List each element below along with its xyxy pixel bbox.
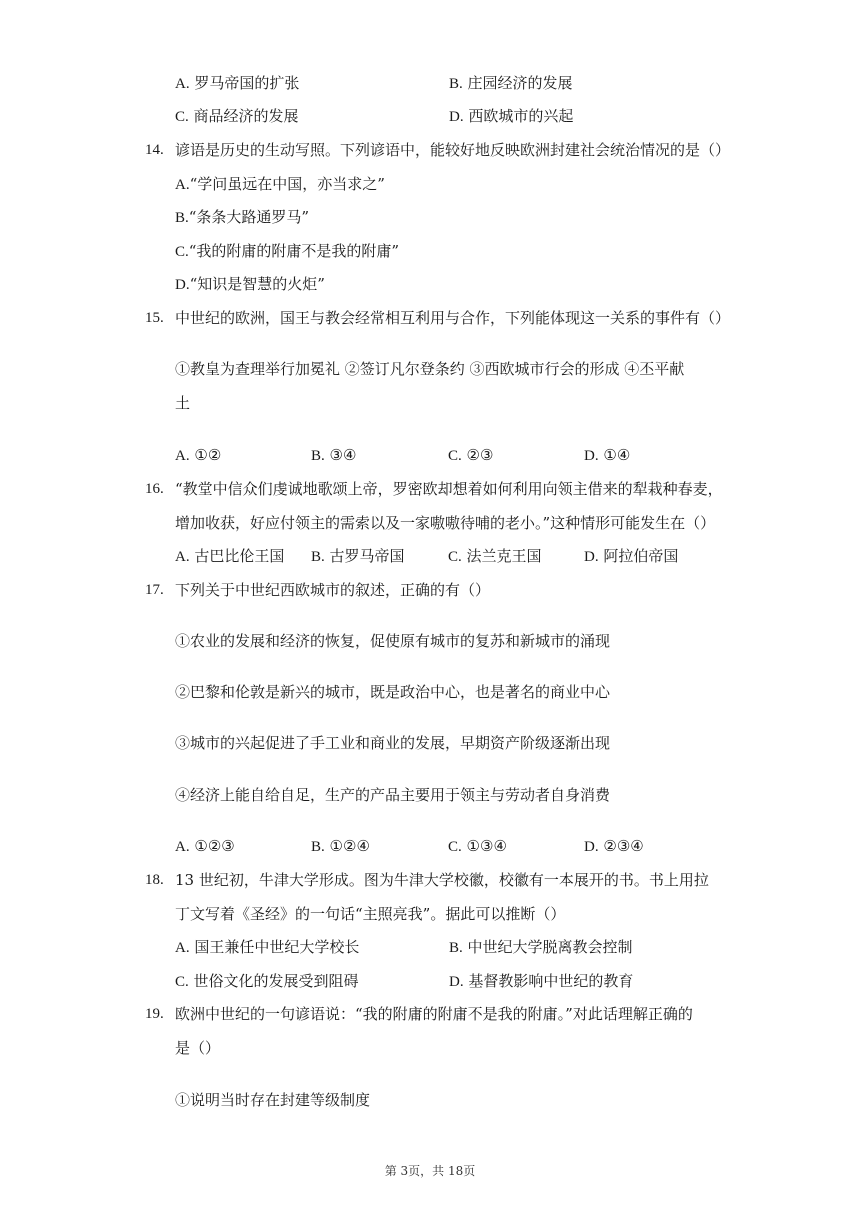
question-text: 是（） (175, 1039, 221, 1057)
q13-option-a: A. 罗马帝国的扩张 (175, 74, 300, 92)
q13-option-c: C. 商品经济的发展 (175, 107, 299, 125)
question-number: 16. (145, 481, 164, 497)
question-text: 下列关于中世纪西欧城市的叙述，正确的有（） (175, 581, 491, 599)
q16-option-a: A. 古巴比伦王国 (175, 547, 285, 565)
q18-option-d: D. 基督教影响中世纪的教育 (449, 972, 634, 990)
statement-line: 土 (175, 394, 191, 412)
statement-line: ②巴黎和伦敦是新兴的城市，既是政治中心，也是著名的商业中心 (175, 683, 611, 701)
statement-line: ①农业的发展和经济的恢复，促使原有城市的复苏和新城市的涌现 (175, 632, 611, 650)
q14-option-d: D.“知识是智慧的火炬” (175, 275, 325, 293)
q18-option-c: C. 世俗文化的发展受到阻碍 (175, 972, 359, 990)
question-text: 谚语是历史的生动写照。下列谚语中，能较好地反映欧洲封建社会统治情况的是（） (175, 141, 731, 159)
q18-option-b: B. 中世纪大学脱离教会控制 (449, 938, 633, 956)
statement-line: ①教皇为查理举行加冕礼 ②签订凡尔登条约 ③西欧城市行会的形成 ④丕平献 (175, 360, 685, 378)
statement-line: ③城市的兴起促进了手工业和商业的发展，早期资产阶级逐渐出现 (175, 734, 611, 752)
q13-option-b: B. 庄园经济的发展 (449, 74, 573, 92)
q15-option-a: A. ①② (175, 446, 222, 464)
q17-option-d: D. ②③④ (584, 837, 644, 855)
q15-option-b: B. ③④ (311, 446, 357, 464)
statement-line: ①说明当时存在封建等级制度 (175, 1091, 371, 1109)
statement-line: ④经济上能自给自足，生产的产品主要用于领主与劳动者自身消费 (175, 786, 611, 804)
question-text: 中世纪的欧洲，国王与教会经常相互利用与合作，下列能体现这一关系的事件有（） (175, 309, 731, 327)
question-number: 19. (145, 1006, 164, 1022)
q15-option-d: D. ①④ (584, 446, 631, 464)
q14-option-c: C.“我的附庸的附庸不是我的附庸” (175, 242, 400, 260)
q17-option-b: B. ①②④ (311, 837, 370, 855)
question-text: 丁文写着《圣经》的一句话“主照亮我”。据此可以推断（） (175, 905, 566, 923)
q16-option-d: D. 阿拉伯帝国 (584, 547, 679, 565)
q14-option-a: A.“学问虽远在中国，亦当求之” (175, 175, 385, 193)
q13-option-d: D. 西欧城市的兴起 (449, 107, 574, 125)
q15-option-c: C. ②③ (448, 446, 494, 464)
q18-option-a: A. 国王兼任中世纪大学校长 (175, 938, 360, 956)
q14-option-b: B.“条条大路通罗马” (175, 208, 310, 226)
question-text: 欧洲中世纪的一句谚语说：“我的附庸的附庸不是我的附庸。”对此话理解正确的 (175, 1005, 693, 1023)
question-number: 14. (145, 142, 164, 158)
question-text: “教堂中信众们虔诚地歌颂上帝，罗密欧却想着如何利用向领主借来的犁栽种春麦， (175, 480, 723, 498)
question-number: 18. (145, 872, 164, 888)
question-number: 15. (145, 310, 164, 326)
question-text: 增加收获，好应付领主的需索以及一家嗷嗷待哺的老小。”这种情形可能发生在（） (175, 514, 716, 532)
q17-option-a: A. ①②③ (175, 837, 235, 855)
q16-option-c: C. 法兰克王国 (448, 547, 542, 565)
page-footer: 第 3页，共 18页 (384, 1164, 476, 1178)
question-number: 17. (145, 582, 164, 598)
question-text: 13 世纪初，牛津大学形成。图为牛津大学校徽，校徽有一本展开的书。书上用拉 (175, 871, 709, 889)
q16-option-b: B. 古罗马帝国 (311, 547, 405, 565)
q17-option-c: C. ①③④ (448, 837, 507, 855)
